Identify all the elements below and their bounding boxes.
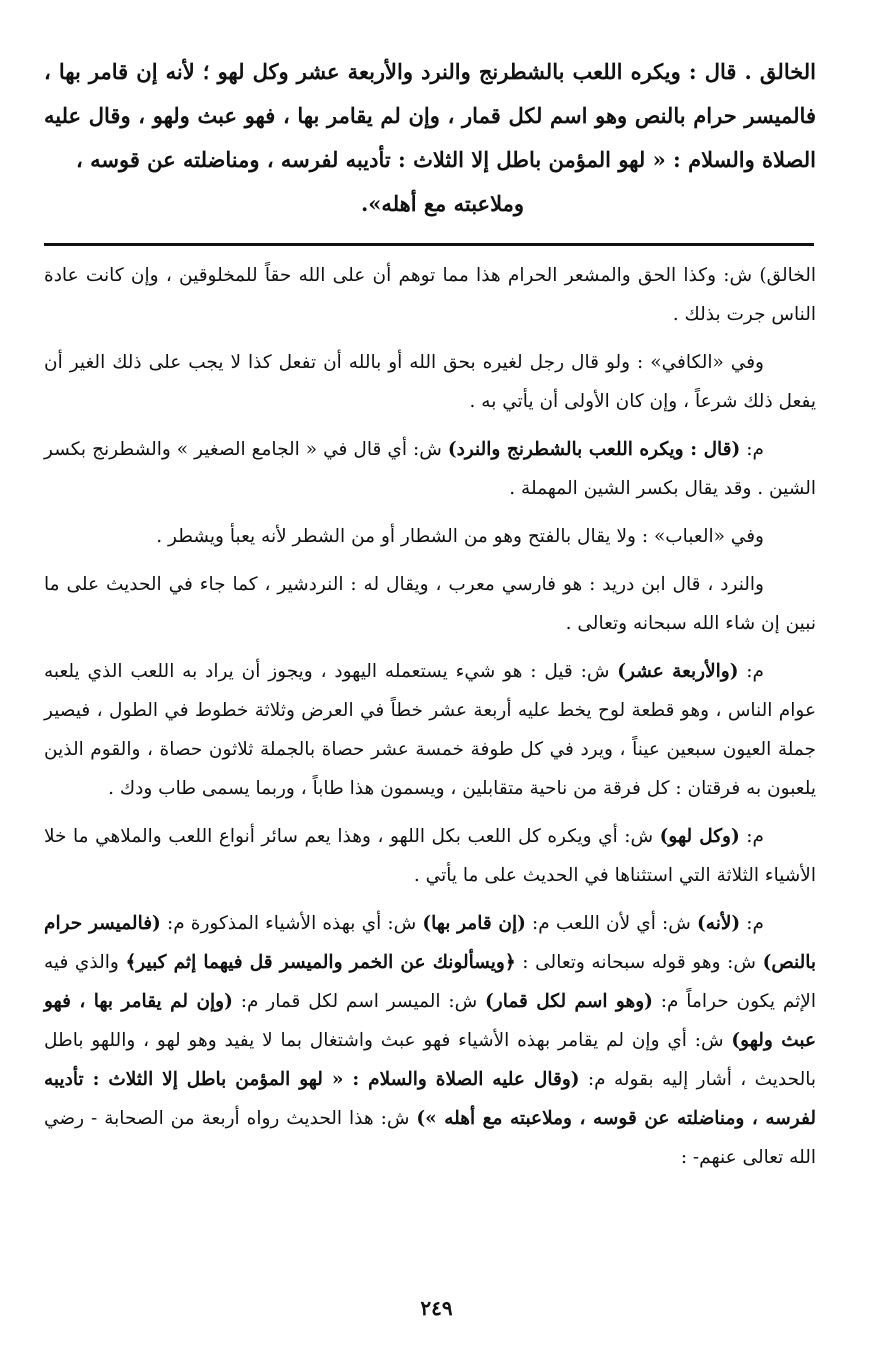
page-number: ٢٤٩ xyxy=(420,1296,453,1320)
paragraph-text: والذي فيه الإثم يكون حراماً م: xyxy=(44,952,816,1012)
commentary-paragraph-5 xyxy=(44,565,816,643)
commentary-paragraph-4 xyxy=(44,517,816,556)
paragraph-text: ش: الميسر اسم لكل قمار م: xyxy=(232,991,486,1012)
paragraph-text: ش: قيل : هو شيء يستعمله اليهود ، ويجوز أن يراد به اللعب الذي يلعبه عوام الناس ، وهو قطعة لوح يخط عليه أربعة عشر خطاً في العرض وثلاثة خطوط في الطول ، فيصير جملة العيون سبعين عيناً ، ويرد في كل طوفة خمسة عشر حصاة بالجملة ثلاثون حصاة ، والقوم الذين يلعبون به فرقتان : كل فرقة من ناحية متقابلين ، ويسمون هذا طاباً ، وربما يسمى طاب ودك . xyxy=(44,661,816,799)
matn-marker: م: xyxy=(738,661,764,682)
main-text-last-line: وملاعبته مع أهله». xyxy=(361,191,524,216)
commentary-paragraph-1 xyxy=(44,256,816,334)
quoted-matn: (وإن لم يقامر بها ، فهو عبث ولهو) xyxy=(44,991,817,1051)
commentary-paragraph-3 xyxy=(44,430,816,508)
paragraph-text: ش: أي وإن لم يقامر بهذه الأشياء فهو عبث واشتغال بما لا يفيد وهو لهو ، واللهو باطل بالحديث ، أشار إليه بقوله م: xyxy=(44,1030,816,1090)
commentary-paragraph-6 xyxy=(44,652,816,808)
paragraph-text: ش: أي ويكره كل اللعب بكل اللهو ، وهذا يعم سائر أنواع اللعب والملاهي ما خلا الأشياء الثلاثة التي استثناها في الحديث على ما يأتي . xyxy=(44,826,816,886)
quoted-matn: (وهو اسم لكل قمار) xyxy=(485,991,653,1012)
commentary-paragraph-8 xyxy=(44,904,816,1177)
paragraph-text: ش: وهو قوله سبحانه وتعالى : xyxy=(515,952,763,973)
quoted-matn: (إن قامر بها) xyxy=(422,913,526,934)
paragraph-text: الخالق) ش: وكذا الحق والمشعر الحرام هذا مما توهم أن على الله حقاً للمخلوقين ، وإن كانت عادة الناس جرت بذلك . xyxy=(44,265,816,325)
quoted-matn: (وكل لهو) xyxy=(659,826,740,847)
quoted-matn: (فالميسر حرام بالنص) xyxy=(44,913,816,973)
quoted-matn: (وقال عليه الصلاة والسلام : « لهو المؤمن باطل إلا الثلاث : تأديبه لفرسه ، ومناضلته عن قوسه ، وملاعبته مع أهله ») xyxy=(44,1069,816,1129)
quoted-matn: (لأنه) xyxy=(697,913,741,934)
matn-marker: م: xyxy=(739,826,764,847)
paragraph-text: ش: أي بهذه الأشياء المذكورة م: xyxy=(160,913,423,934)
commentary-paragraph-2 xyxy=(44,343,816,421)
main-text-body: الخالق . قال : ويكره اللعب بالشطرنج والنرد والأربعة عشر وكل لهو ؛ لأنه إن قامر بها ، فالميسر حرام بالنص وهو اسم لكل قمار ، وإن لم يقامر بها ، فهو عبث ولهو ، وقال عليه الصلاة والسلام : « لهو المؤمن باطل إلا الثلاث : تأديبه لفرسه ، ومناضلته عن قوسه ، xyxy=(44,59,816,172)
paragraph-text: وفي «الكافي» : ولو قال رجل لغيره بحق الله أو بالله أن تفعل كذا لا يجب على ذلك الغير أن يفعل ذلك شرعاً ، وإن كان الأولى أن يأتي به . xyxy=(44,352,816,412)
main-text-block xyxy=(44,50,816,226)
commentary-paragraph-7 xyxy=(44,817,816,895)
paragraph-text: ش: هذا الحديث رواه أربعة من الصحابة - رضي الله تعالى عنهم- : xyxy=(44,1108,816,1168)
paragraph-text: ش: أي لأن اللعب م: xyxy=(525,913,698,934)
paragraph-text: والنرد ، قال ابن دريد : هو فارسي معرب ، ويقال له : النردشير ، كما جاء في الحديث على ما نبين إن شاء الله سبحانه وتعالى . xyxy=(44,574,816,634)
paragraph-text: وفي «العباب» : ولا يقال بالفتح وهو من الشطار أو من الشطر لأنه يعبأ ويشطر . xyxy=(156,526,764,547)
footnote-separator-line xyxy=(44,243,814,246)
matn-marker: م: xyxy=(740,439,764,460)
quoted-matn: (قال : ويكره اللعب بالشطرنج والنرد) xyxy=(447,439,741,460)
commentary-section xyxy=(44,256,816,1186)
quoted-matn: (والأربعة عشر) xyxy=(617,661,739,682)
paragraph-text: م: xyxy=(740,913,764,934)
quran-quote: ﴿ويسألونك عن الخمر والميسر قل فيهما إثم كبير﴾ xyxy=(125,952,516,973)
paragraph-text: ش: أي قال في « الجامع الصغير » والشطرنج بكسر الشين . وقد يقال بكسر الشين المهملة . xyxy=(44,439,816,499)
